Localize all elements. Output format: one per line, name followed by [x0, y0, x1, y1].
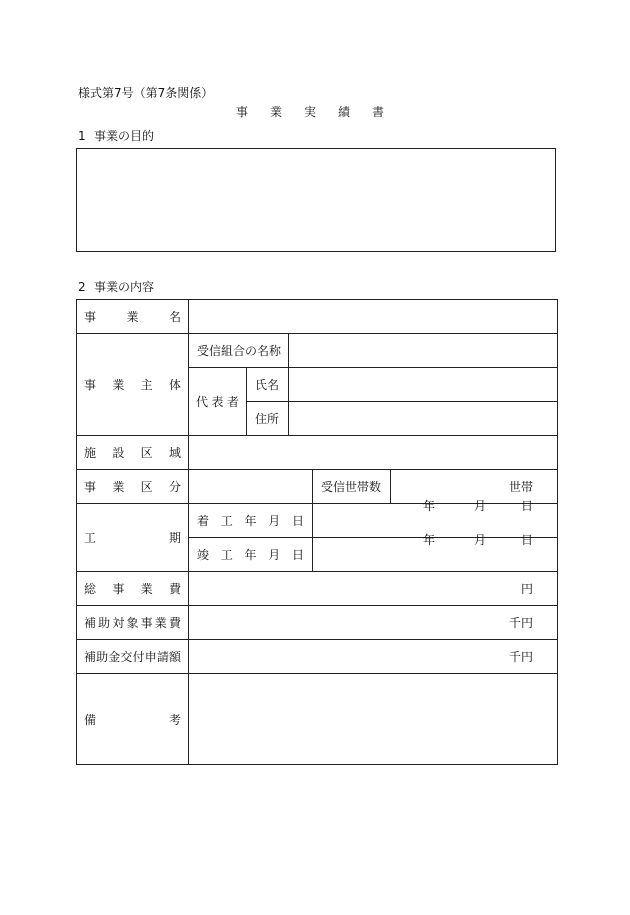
start-year-unit: 年 — [423, 499, 436, 513]
label-project-name — [77, 300, 189, 334]
label-char: 設 — [112, 446, 125, 460]
label-char: 工 — [84, 531, 97, 545]
label-subsidy-cost — [77, 606, 189, 640]
subsidy-cost-unit: 千円 — [509, 616, 534, 630]
label-start-date — [189, 504, 313, 538]
label-char: 事 — [84, 378, 97, 392]
label-char: 年 — [244, 514, 257, 528]
label-char: 着 — [197, 514, 210, 528]
table-row — [77, 606, 558, 640]
label-char: 業 — [112, 480, 125, 494]
label-rep-name: 氏名 — [247, 368, 289, 402]
label-char: 日 — [291, 514, 304, 528]
completion-day-unit: 日 — [521, 533, 534, 547]
label-char: 分 — [168, 480, 181, 494]
label-receiving-union-name: 受信組合の名称 — [189, 334, 289, 368]
completion-year-unit: 年 — [423, 533, 436, 547]
project-name-field[interactable] — [189, 300, 558, 334]
label-char: 代 — [196, 395, 209, 409]
label-char: 金 — [108, 650, 121, 664]
label-char: 考 — [168, 712, 181, 727]
label-char: 区 — [140, 480, 153, 494]
label-subsidy-request — [77, 640, 189, 674]
remarks-field[interactable] — [189, 674, 558, 765]
label-completion-date — [189, 538, 313, 572]
label-char: 事 — [84, 480, 97, 494]
section-2-heading — [78, 278, 154, 295]
label-project-entity — [77, 334, 189, 436]
purpose-field[interactable] — [76, 148, 556, 252]
households-unit: 世帯 — [509, 480, 534, 494]
label-char: 象 — [126, 616, 139, 630]
label-char: 月 — [268, 548, 281, 562]
section-2-title: 事業の内容 — [94, 280, 155, 294]
project-category-field[interactable] — [189, 470, 313, 504]
table-row — [77, 572, 558, 606]
table-row — [77, 436, 558, 470]
label-rep-address: 住所 — [247, 402, 289, 436]
label-char: 者 — [226, 395, 239, 409]
label-project-category — [77, 470, 189, 504]
table-row — [77, 674, 558, 765]
section-1-number: 1 — [78, 129, 86, 143]
label-char: 助 — [96, 650, 109, 664]
label-char: 年 — [244, 548, 257, 562]
label-char: 業 — [154, 616, 167, 630]
label-char: 工 — [220, 548, 233, 562]
rep-name-field[interactable] — [289, 368, 558, 402]
label-char: 補 — [84, 650, 97, 664]
label-char: 月 — [268, 514, 281, 528]
label-char: 交 — [120, 650, 133, 664]
label-char: 総 — [84, 582, 97, 596]
rep-address-field[interactable] — [289, 402, 558, 436]
label-total-cost — [77, 572, 189, 606]
label-char: 施 — [84, 446, 97, 460]
document-title: 事業実績書 — [236, 105, 407, 119]
label-char: 業 — [140, 582, 153, 596]
start-month-unit: 月 — [474, 499, 487, 513]
label-char: 請 — [156, 650, 169, 664]
label-construction-period — [77, 504, 189, 572]
label-char: 期 — [168, 531, 181, 545]
label-char: 竣 — [197, 548, 210, 562]
subsidy-cost-field[interactable] — [189, 606, 558, 640]
table-row — [77, 300, 558, 334]
section-1-heading — [78, 127, 154, 144]
label-char: 申 — [144, 650, 157, 664]
form-number: 様式第7号（第7条関係） — [78, 86, 214, 100]
label-facility-area — [77, 436, 189, 470]
content-table — [76, 299, 558, 765]
label-char: 体 — [168, 378, 181, 392]
label-char: 業 — [112, 378, 125, 392]
section-1-title: 事業の目的 — [94, 129, 155, 143]
subsidy-request-field[interactable] — [189, 640, 558, 674]
label-char: 区 — [140, 446, 153, 460]
label-representative — [189, 368, 247, 436]
label-char: 事 — [112, 582, 125, 596]
label-char: 費 — [168, 582, 181, 596]
label-char: 名 — [168, 310, 181, 324]
label-remarks — [77, 674, 189, 765]
label-char: 対 — [112, 616, 125, 630]
label-char: 費 — [168, 616, 181, 630]
receiving-union-name-field[interactable] — [289, 334, 558, 368]
completion-date-field[interactable] — [313, 533, 558, 572]
label-char: 工 — [220, 514, 233, 528]
label-char: 事 — [140, 616, 153, 630]
label-char: 業 — [126, 310, 139, 324]
label-char: 額 — [168, 650, 181, 664]
total-cost-unit: 円 — [521, 582, 534, 596]
table-row — [77, 334, 558, 368]
label-char: 助 — [98, 616, 111, 630]
label-char: 日 — [291, 548, 304, 562]
label-receiving-households: 受信世帯数 — [313, 470, 391, 504]
label-char: 事 — [84, 310, 97, 324]
label-char: 主 — [140, 378, 153, 392]
start-day-unit: 日 — [521, 499, 534, 513]
table-row — [77, 640, 558, 674]
subsidy-request-unit: 千円 — [509, 650, 534, 664]
section-2-number: 2 — [78, 280, 86, 294]
label-char: 付 — [132, 650, 145, 664]
label-char: 域 — [168, 446, 181, 460]
label-char: 補 — [84, 616, 97, 630]
label-char: 表 — [211, 395, 224, 409]
total-cost-field[interactable] — [189, 572, 558, 606]
facility-area-field[interactable] — [189, 436, 558, 470]
completion-month-unit: 月 — [474, 533, 487, 547]
label-char: 備 — [84, 712, 97, 727]
